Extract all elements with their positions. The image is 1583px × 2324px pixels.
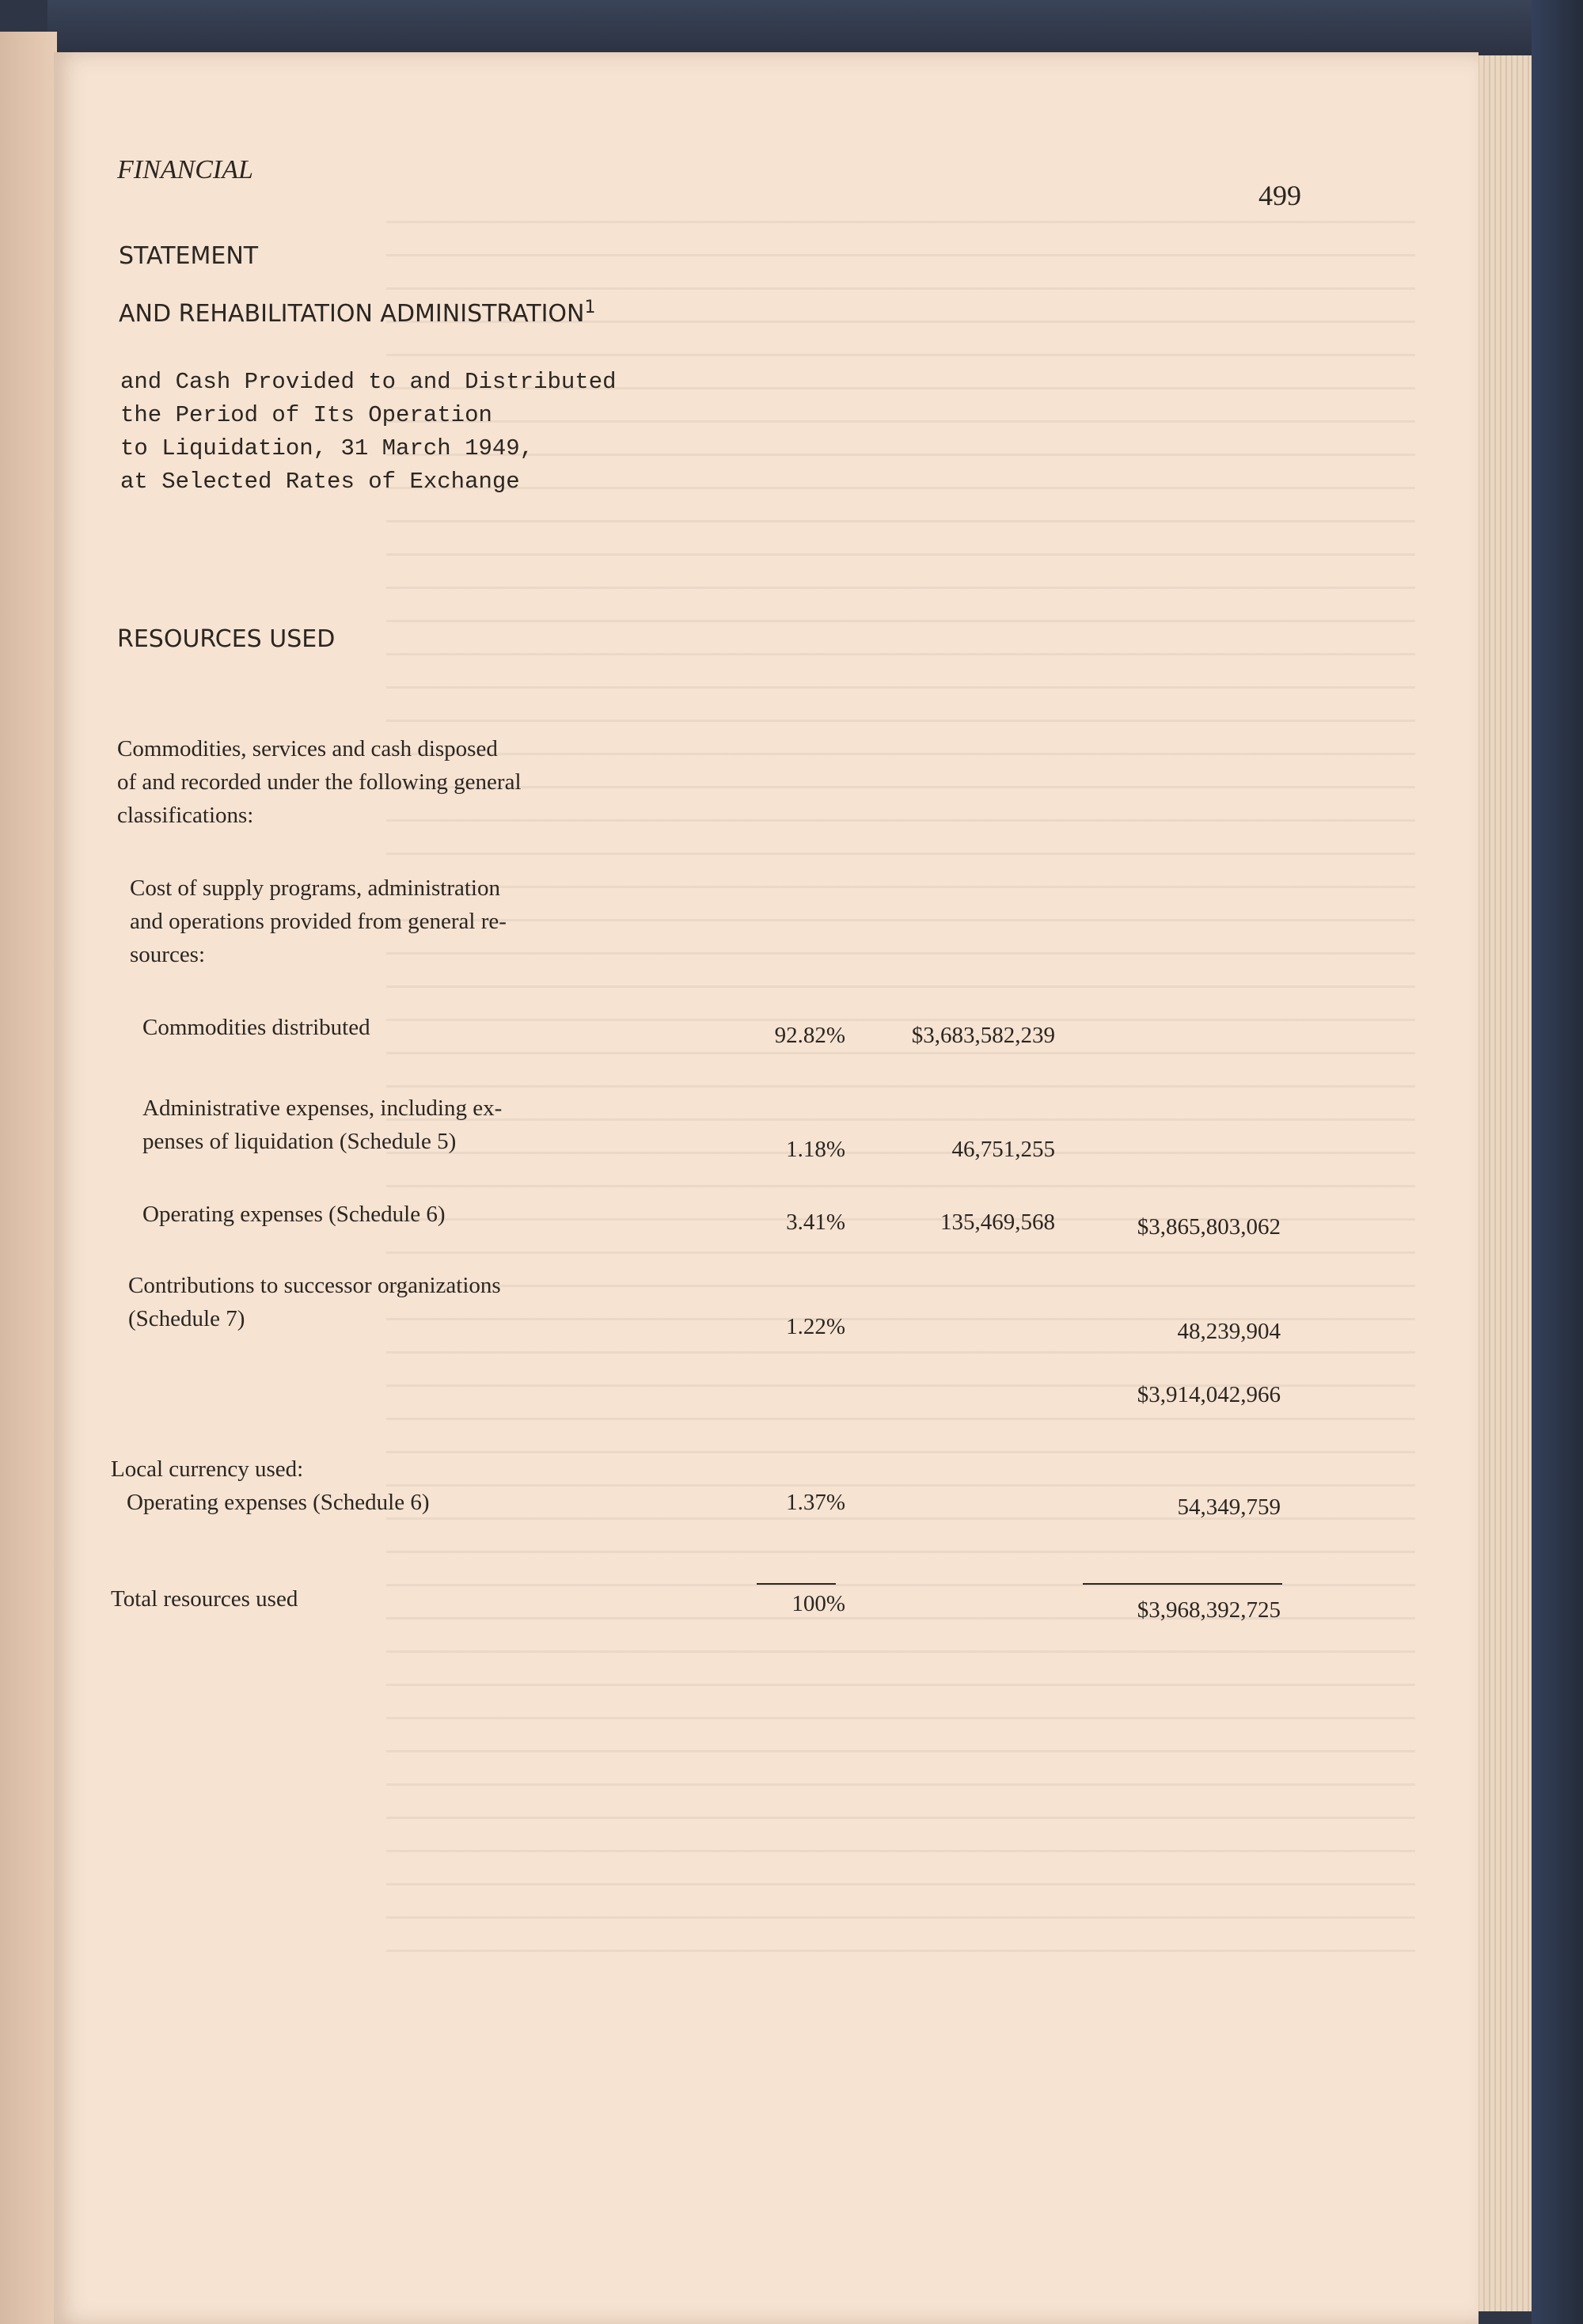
row-operating-amount: 135,469,568: [940, 1209, 1055, 1235]
row-operating-total: $3,865,803,062: [1137, 1214, 1281, 1240]
row-contributions-label-2: (Schedule 7): [128, 1306, 245, 1331]
local-currency-pct: 1.37%: [786, 1490, 845, 1515]
row-admin-label-1: Administrative expenses, including ex-: [142, 1096, 503, 1121]
title-line-2: AND REHABILITATION ADMINISTRATION$^1$: [119, 298, 596, 328]
intro-line-1: Commodities, services and cash disposed: [117, 736, 498, 761]
page-number: 499: [1258, 180, 1301, 211]
local-currency-label: Local currency used:: [111, 1456, 304, 1482]
intro-line-2: of and recorded under the following general: [117, 769, 522, 795]
subtitle-line-2: the Period of Its Operation: [120, 402, 492, 428]
grand-total-pct: 100%: [792, 1591, 845, 1616]
subtitle-line-1: and Cash Provided to and Distributed: [120, 369, 617, 395]
row-commodities-label: Commodities distributed: [142, 1015, 370, 1040]
resources-heading: RESOURCES USED: [117, 625, 336, 653]
title-line-1: STATEMENT: [119, 242, 259, 270]
row-admin-label-2: penses of liquidation (Schedule 5): [142, 1129, 457, 1154]
row-operating-label: Operating expenses (Schedule 6): [142, 1202, 446, 1227]
grand-total-amount: $3,968,392,725: [1137, 1597, 1281, 1623]
local-currency-sub-label: Operating expenses (Schedule 6): [127, 1490, 430, 1515]
row-contributions-total: 48,239,904: [1177, 1319, 1281, 1344]
grand-total-label: Total resources used: [111, 1586, 298, 1612]
book-cover-top: [47, 0, 1583, 55]
cost-intro-line-2: and operations provided from general re-: [130, 909, 507, 934]
cost-intro-line-1: Cost of supply programs, administration: [130, 875, 500, 901]
row-contributions-label-1: Contributions to successor organizations: [128, 1273, 501, 1298]
row-operating-pct: 3.41%: [786, 1209, 845, 1235]
intro-line-3: classifications:: [117, 803, 254, 828]
row-contributions-pct: 1.22%: [786, 1314, 845, 1339]
row-commodities-amount: $3,683,582,239: [911, 1023, 1055, 1048]
book-cover-edge: [1532, 0, 1583, 2324]
subtotal-amount: $3,914,042,966: [1137, 1382, 1281, 1407]
row-admin-pct: 1.18%: [786, 1137, 845, 1162]
local-currency-total: 54,349,759: [1177, 1494, 1281, 1520]
subtitle-line-3: to Liquidation, 31 March 1949,: [120, 435, 534, 461]
subtitle-line-4: at Selected Rates of Exchange: [120, 469, 520, 495]
cost-intro-line-3: sources:: [130, 942, 206, 967]
row-admin-amount: 46,751,255: [951, 1137, 1055, 1162]
bleed-through-text: [386, 211, 1415, 1952]
amount-total-rule: [1083, 1583, 1282, 1585]
facing-page-edge: [0, 32, 57, 2324]
document-page: [54, 52, 1479, 2324]
pct-total-rule: [757, 1583, 836, 1585]
section-header: FINANCIAL: [117, 155, 253, 184]
row-commodities-pct: 92.82%: [774, 1023, 845, 1048]
